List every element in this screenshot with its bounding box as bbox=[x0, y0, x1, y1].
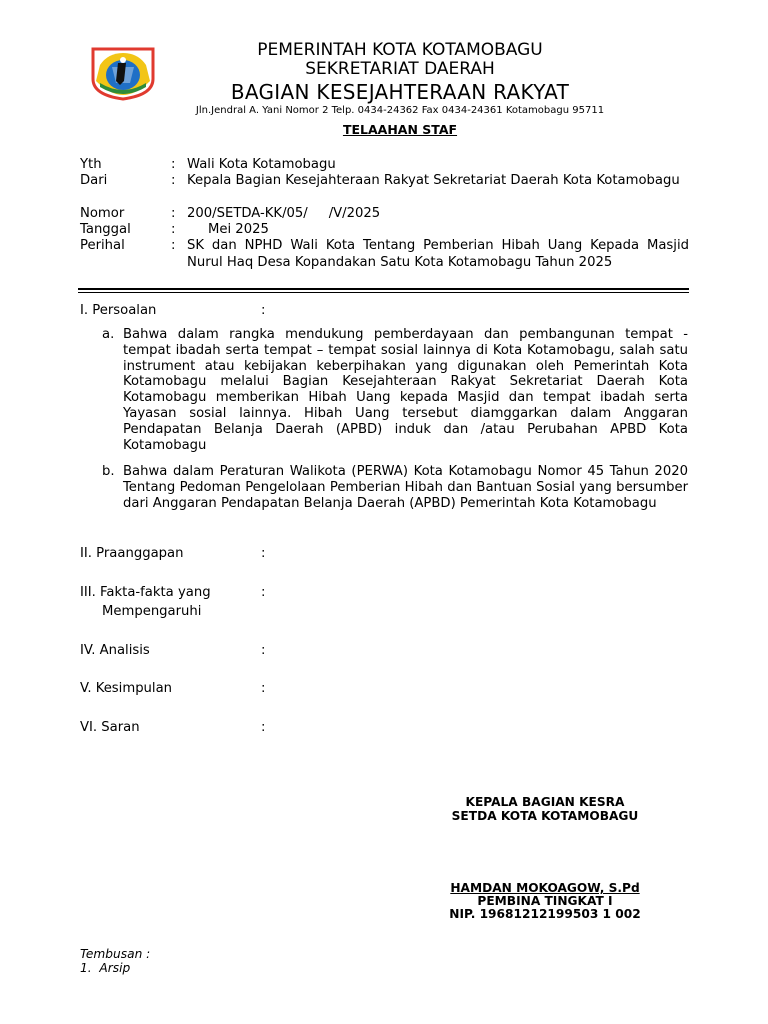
signature-name: HAMDAN MOKOAGOW, S.Pd bbox=[450, 881, 640, 895]
section-saran-colon: : bbox=[261, 720, 266, 735]
header-government: PEMERINTAH KOTA KOTAMOBAGU bbox=[257, 40, 543, 60]
signature-position-2: SETDA KOTA KOTAMOBAGU bbox=[451, 809, 639, 823]
field-nomor-label: Nomor bbox=[80, 206, 125, 221]
field-tanggal-label: Tanggal bbox=[80, 222, 131, 237]
section-fakta-label-cont: Mempengaruhi bbox=[102, 604, 202, 619]
section-analisis-label: IV. Analisis bbox=[80, 643, 150, 658]
field-dari-colon: : bbox=[171, 173, 176, 188]
field-nomor-colon: : bbox=[171, 206, 176, 221]
signature-position-1: KEPALA BAGIAN KESRA bbox=[465, 795, 625, 809]
divider-thin bbox=[78, 292, 689, 293]
field-perihal-label: Perihal bbox=[80, 238, 125, 253]
section-persoalan-colon: : bbox=[261, 303, 266, 318]
field-yth-value: Wali Kota Kotamobagu bbox=[187, 157, 336, 172]
field-dari-value: Kepala Bagian Kesejahteraan Rakyat Sekretariat Daerah Kota Kotamobagu bbox=[187, 173, 680, 188]
section-analisis-colon: : bbox=[261, 643, 266, 658]
section-saran-label: VI. Saran bbox=[80, 720, 140, 735]
field-perihal-value: SK dan NPHD Wali Kota Tentang Pemberian Hibah Uang Kepada Masjid Nurul Haq Desa Kopandakan Satu Kota Kotamobagu Tahun 2025 bbox=[187, 238, 689, 270]
tembusan-item: 1. Arsip bbox=[80, 961, 131, 975]
para-b-mark: b. bbox=[102, 464, 115, 479]
tembusan-label: Tembusan : bbox=[80, 947, 151, 961]
divider-thick bbox=[78, 288, 689, 290]
header-address: Jln.Jendral A. Yani Nomor 2 Telp. 0434-24362 Fax 0434-24361 Kotamobagu 95711 bbox=[195, 105, 605, 116]
signature-rank: PEMBINA TINGKAT I bbox=[477, 894, 613, 908]
section-fakta-label: III. Fakta-fakta yang bbox=[80, 585, 211, 600]
section-kesimpulan-label: V. Kesimpulan bbox=[80, 681, 173, 696]
field-nomor-value: 200/SETDA-KK/05/ /V/2025 bbox=[187, 206, 381, 221]
section-kesimpulan-colon: : bbox=[261, 681, 266, 696]
signature-nip: NIP. 19681212199503 1 002 bbox=[449, 907, 641, 921]
section-fakta-colon: : bbox=[261, 585, 266, 600]
field-dari-label: Dari bbox=[80, 173, 108, 188]
field-tanggal-value: Mei 2025 bbox=[187, 222, 269, 237]
section-praanggapan-label: II. Praanggapan bbox=[80, 546, 184, 561]
para-b-text: Bahwa dalam Peraturan Walikota (PERWA) Kota Kotamobagu Nomor 45 Tahun 2020 Tentang Pedoman Pengelolaan Pemberian Hibah dan Bantuan Sosial yang bersumber dari Anggaran Pendapatan Belanja Daerah (APBD) Pemerintah Kota Kotamobagu bbox=[123, 464, 688, 511]
header-secretariat: SEKRETARIAT DAERAH bbox=[305, 59, 495, 79]
field-yth-colon: : bbox=[171, 157, 176, 172]
document-title: TELAAHAN STAF bbox=[342, 122, 458, 137]
section-persoalan-label: I. Persoalan bbox=[80, 303, 157, 318]
field-yth-label: Yth bbox=[80, 157, 102, 172]
para-a-mark: a. bbox=[102, 327, 115, 342]
field-tanggal-colon: : bbox=[171, 222, 176, 237]
header-department: BAGIAN KESEJAHTERAAN RAKYAT bbox=[230, 80, 570, 104]
section-praanggapan-colon: : bbox=[261, 546, 266, 561]
para-a-text: Bahwa dalam rangka mendukung pemberdayaan dan pembangunan tempat - tempat ibadah serta tempat – tempat sosial lainnya di Kota Kotamobagu, salah satu instrument atau kebijakan keberpihakan yang digunakan oleh Pemerintah Kota Kotamobagu melalui Bagian Kesejahteraan Rakyat Sekretariat Daerah Kota Kotamobagu memberikan Hibah Uang kepada Masjid dan tempat ibadah serta Yayasan sosial lainnya. Hibah Uang tersebut diamggarkan dalam Anggaran Pendapatan Belanja Daerah (APBD) induk dan /atau Perubahan APBD Kota Kotamobagu bbox=[123, 327, 688, 453]
field-perihal-colon: : bbox=[171, 238, 176, 253]
